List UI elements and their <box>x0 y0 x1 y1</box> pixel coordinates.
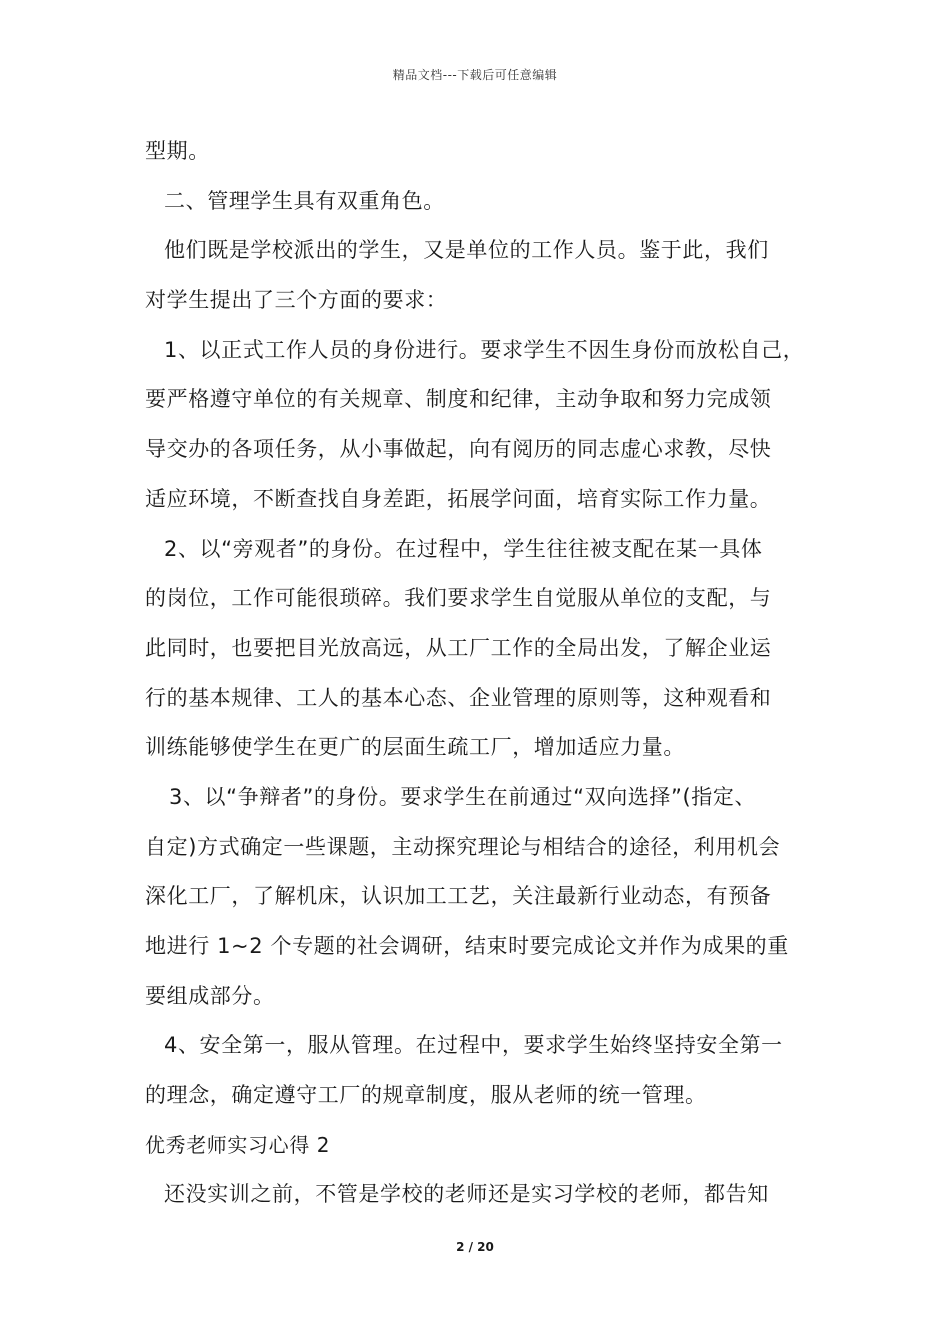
list-item-2-line: 2、以“旁观者”的身份。在过程中，学生往往被支配在某一具体 <box>164 536 763 561</box>
paragraph-line: 深化工厂，了解机床，认识加工工艺，关注最新行业动态，有预备 <box>145 884 772 909</box>
section-heading: 二、管理学生具有双重角色。 <box>164 188 445 213</box>
paragraph-line: 要严格遵守单位的有关规章、制度和纪律，主动争取和努力完成领 <box>145 387 772 412</box>
paragraph-line: 训练能够使学生在更广的层面生疏工厂，增加适应力量。 <box>145 735 685 760</box>
list-item-4-line: 4、安全第一，服从管理。在过程中，要求学生始终坚持安全第一 <box>164 1033 783 1058</box>
paragraph-line: 对学生提出了三个方面的要求： <box>145 288 448 313</box>
paragraph-line: 型期。 <box>145 139 210 163</box>
section-title: 优秀老师实习心得 2 <box>145 1132 331 1157</box>
paragraph-line: 地进行 1~2 个专题的社会调研，结束时要完成论文并作为成果的重 <box>145 934 789 958</box>
list-item-1-line: 1、以正式工作人员的身份进行。要求学生不因生身份而放松自己， <box>164 337 805 362</box>
paragraph-line: 此同时，也要把目光放高远，从工厂工作的全局出发，了解企业运 <box>145 635 772 660</box>
page-number: 2 / 20 <box>456 1240 494 1254</box>
paragraph-line: 自定)方式确定一些课题，主动探究理论与相结合的途径，利用机会 <box>145 834 781 859</box>
page-header: 精品文档---下载后可任意编辑 <box>392 68 558 82</box>
paragraph-line: 要组成部分。 <box>145 983 275 1008</box>
paragraph-line: 的理念，确定遵守工厂的规章制度，服从老师的统一管理。 <box>145 1083 707 1108</box>
paragraph-line: 他们既是学校派出的学生，又是单位的工作人员。鉴于此，我们 <box>164 238 769 263</box>
paragraph-line: 行的基本规律、工人的基本心态、企业管理的原则等，这种观看和 <box>145 685 772 710</box>
paragraph-line: 还没实训之前，不管是学校的老师还是实习学校的老师，都告知 <box>164 1182 769 1207</box>
list-item-3-line: 3、以“争辩者”的身份。要求学生在前通过“双向选择”(指定、 <box>169 784 757 809</box>
paragraph-line: 导交办的各项任务，从小事做起，向有阅历的同志虚心求教，尽快 <box>145 437 772 462</box>
document-body <box>145 127 810 1220</box>
paragraph-line: 的岗位，工作可能很琐碎。我们要求学生自觉服从单位的支配，与 <box>145 586 772 611</box>
paragraph-line: 适应环境，不断查找自身差距，拓展学问面，培育实际工作力量。 <box>145 486 772 511</box>
